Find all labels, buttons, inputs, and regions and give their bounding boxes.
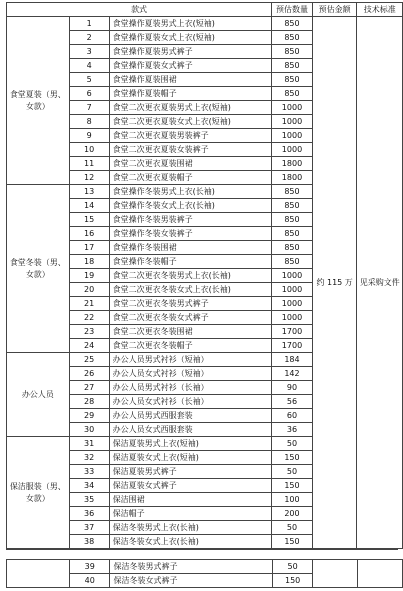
item-name: 食堂操作冬装男装裤子	[109, 213, 272, 227]
item-name: 食堂二次更衣冬装围裙	[109, 325, 272, 339]
item-quantity: 90	[272, 381, 313, 395]
item-quantity: 36	[272, 423, 313, 437]
item-name: 食堂操作夏装男式上衣(短袖)	[109, 17, 272, 31]
row-number: 34	[69, 479, 109, 493]
row-number: 37	[69, 521, 109, 535]
item-name: 食堂二次更衣冬装男式上衣(长袖)	[109, 269, 272, 283]
header-qty: 预估数量	[272, 3, 313, 17]
item-quantity: 850	[272, 73, 313, 87]
item-quantity: 850	[272, 59, 313, 73]
item-quantity: 1800	[272, 171, 313, 185]
item-name: 食堂操作冬装帽子	[109, 255, 272, 269]
item-quantity: 850	[272, 45, 313, 59]
item-name: 食堂操作冬装围裙	[109, 241, 272, 255]
row-number: 32	[69, 451, 109, 465]
item-quantity: 150	[272, 535, 313, 549]
item-quantity: 142	[272, 367, 313, 381]
row-number: 1	[69, 17, 109, 31]
item-quantity: 150	[272, 479, 313, 493]
row-number: 14	[69, 199, 109, 213]
item-name: 保洁围裙	[109, 493, 272, 507]
item-name: 食堂操作冬装男式上衣(长袖)	[109, 185, 272, 199]
item-quantity: 1000	[272, 143, 313, 157]
item-quantity: 60	[272, 409, 313, 423]
item-quantity: 50	[272, 437, 313, 451]
item-quantity: 1000	[272, 297, 313, 311]
header-amount: 预估金额	[312, 3, 357, 17]
item-quantity: 50	[272, 521, 313, 535]
item-quantity: 56	[272, 395, 313, 409]
item-name: 办公人员男式西服套装	[109, 409, 272, 423]
row-number: 22	[69, 311, 109, 325]
item-name: 办公人员女式衬衫（长袖）	[109, 395, 272, 409]
item-name: 办公人员女式西服套装	[109, 423, 272, 437]
row-number: 13	[69, 185, 109, 199]
item-name: 食堂二次更衣夏装男装裤子	[109, 129, 272, 143]
row-number: 5	[69, 73, 109, 87]
uniform-table-continued	[6, 559, 403, 588]
category-cell: 食堂夏装（男、女款）	[7, 17, 70, 185]
row-number: 23	[69, 325, 109, 339]
item-name: 办公人员男式衬衫（短袖）	[109, 353, 272, 367]
item-quantity: 850	[272, 87, 313, 101]
item-name: 食堂二次更衣夏装女式上衣(短袖)	[109, 115, 272, 129]
table-body	[7, 17, 403, 549]
item-name: 食堂二次更衣冬装帽子	[109, 339, 272, 353]
category-cell-continued	[7, 560, 70, 588]
page-break-gap	[6, 549, 398, 558]
row-number: 28	[69, 395, 109, 409]
row-number: 20	[69, 283, 109, 297]
row-number: 17	[69, 241, 109, 255]
item-quantity: 850	[272, 255, 313, 269]
item-quantity: 184	[272, 353, 313, 367]
item-quantity: 1000	[272, 269, 313, 283]
item-name: 食堂二次更衣冬装女式裤子	[109, 311, 272, 325]
technical-standard: 见采购文件	[357, 17, 403, 549]
row-number: 8	[69, 115, 109, 129]
item-name: 食堂二次更衣夏装女装裤子	[109, 143, 272, 157]
row-number: 19	[69, 269, 109, 283]
row-number: 15	[69, 213, 109, 227]
category-cell: 保洁服装（男、女款）	[7, 437, 70, 549]
item-name: 食堂操作夏装女式裤子	[109, 59, 272, 73]
item-quantity: 1000	[272, 129, 313, 143]
item-name: 食堂操作夏装围裙	[109, 73, 272, 87]
row-number: 9	[69, 129, 109, 143]
row-number: 33	[69, 465, 109, 479]
row-number: 6	[69, 87, 109, 101]
row-number: 26	[69, 367, 109, 381]
item-quantity: 850	[272, 213, 313, 227]
row-number: 10	[69, 143, 109, 157]
item-name: 保洁冬装女式上衣(长袖)	[109, 535, 272, 549]
estimated-amount-continued	[313, 560, 357, 588]
item-quantity: 200	[272, 507, 313, 521]
table-body-continued	[7, 560, 403, 588]
row-number: 27	[69, 381, 109, 395]
item-name: 食堂二次更衣夏装男式上衣(短袖)	[109, 101, 272, 115]
item-name: 食堂二次更衣冬装男式裤子	[109, 297, 272, 311]
item-quantity: 1700	[272, 339, 313, 353]
row-number: 24	[69, 339, 109, 353]
item-quantity: 50	[272, 465, 313, 479]
item-name: 食堂操作夏装女式上衣(短袖)	[109, 31, 272, 45]
row-number: 12	[69, 171, 109, 185]
table-row	[7, 17, 403, 31]
row-number: 38	[69, 535, 109, 549]
row-number: 11	[69, 157, 109, 171]
row-number: 21	[69, 297, 109, 311]
category-cell: 食堂冬装（男、女款）	[7, 185, 70, 353]
row-number: 16	[69, 227, 109, 241]
item-quantity: 850	[272, 227, 313, 241]
row-number: 36	[69, 507, 109, 521]
item-name: 食堂操作夏装帽子	[109, 87, 272, 101]
item-name: 食堂二次更衣冬装女式上衣(长袖)	[109, 283, 272, 297]
item-name: 食堂二次更衣夏装帽子	[109, 171, 272, 185]
item-name: 保洁夏装男式上衣(短袖)	[109, 437, 272, 451]
item-quantity: 150	[272, 451, 313, 465]
row-number: 31	[69, 437, 109, 451]
item-quantity: 1000	[272, 115, 313, 129]
item-name: 保洁夏装女式裤子	[109, 479, 272, 493]
item-name: 食堂二次更衣夏装围裙	[109, 157, 272, 171]
item-quantity: 850	[272, 185, 313, 199]
uniform-table	[6, 2, 403, 549]
row-number: 7	[69, 101, 109, 115]
row-number: 3	[69, 45, 109, 59]
item-quantity: 850	[272, 241, 313, 255]
item-name: 食堂操作冬装女式上衣(长袖)	[109, 199, 272, 213]
item-quantity: 50	[272, 560, 313, 574]
row-number: 18	[69, 255, 109, 269]
header-standard: 技术标准	[357, 3, 403, 17]
item-quantity: 150	[272, 574, 313, 588]
header-item: 款式	[7, 3, 272, 17]
row-number: 35	[69, 493, 109, 507]
item-name: 办公人员男式衬衫（长袖）	[109, 381, 272, 395]
row-number: 2	[69, 31, 109, 45]
item-quantity: 1800	[272, 157, 313, 171]
item-name: 食堂操作夏装男式裤子	[109, 45, 272, 59]
table-header-row	[7, 3, 403, 17]
technical-standard-continued	[357, 560, 402, 588]
row-number: 39	[69, 560, 110, 574]
category-cell: 办公人员	[7, 353, 70, 437]
item-name: 保洁帽子	[109, 507, 272, 521]
table-row	[7, 560, 403, 574]
estimated-amount: 约 115 万	[312, 17, 357, 549]
item-quantity: 1000	[272, 311, 313, 325]
item-name: 办公人员女式衬衫（短袖）	[109, 367, 272, 381]
row-number: 40	[69, 574, 110, 588]
row-number: 29	[69, 409, 109, 423]
item-quantity: 850	[272, 199, 313, 213]
item-quantity: 1000	[272, 101, 313, 115]
row-number: 30	[69, 423, 109, 437]
item-quantity: 850	[272, 17, 313, 31]
item-name: 保洁夏装男式裤子	[109, 465, 272, 479]
item-name: 保洁冬装男式上衣(长袖)	[109, 521, 272, 535]
item-name: 保洁冬装女式裤子	[110, 574, 272, 588]
item-quantity: 1000	[272, 283, 313, 297]
item-quantity: 850	[272, 31, 313, 45]
item-quantity: 100	[272, 493, 313, 507]
row-number: 25	[69, 353, 109, 367]
item-quantity: 1700	[272, 325, 313, 339]
item-name: 保洁冬装男式裤子	[110, 560, 272, 574]
row-number: 4	[69, 59, 109, 73]
item-name: 保洁夏装女式上衣(短袖)	[109, 451, 272, 465]
item-name: 食堂操作冬装女装裤子	[109, 227, 272, 241]
